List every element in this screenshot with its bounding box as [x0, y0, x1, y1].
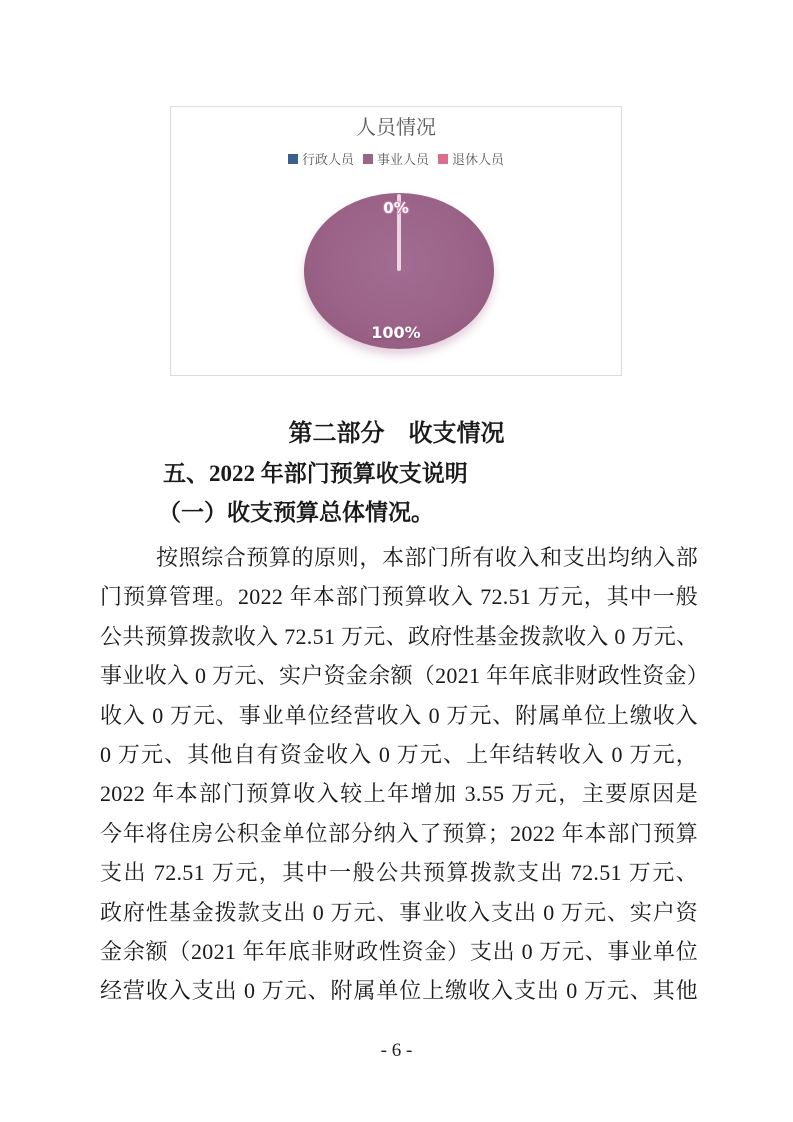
pie-data-label-100pct: 100% — [371, 323, 421, 342]
legend-swatch-retired-icon — [438, 154, 448, 164]
paragraph-line: 0 万元、其他自有资金收入 0 万元、上年结转收入 0 万元， — [100, 741, 698, 767]
paragraph-line: 门预算管理。2022 年本部门预算收入 72.51 万元，其中一般 — [100, 584, 698, 610]
chart-title: 人员情况 — [356, 115, 436, 139]
paragraph-line: 今年将住房公积金单位部分纳入了预算；2022 年本部门预算 — [100, 820, 698, 846]
legend-item-admin — [288, 149, 354, 168]
legend-item-retired — [438, 149, 504, 168]
section-heading: 五、2022 年部门预算收支说明 — [163, 461, 468, 486]
paragraph-line: 公共预算拨款收入 72.51 万元、政府性基金拨款收入 0 万元、 — [100, 623, 699, 649]
paragraph-line: 2022 年本部门预算收入较上年增加 3.55 万元，主要原因是 — [100, 781, 698, 807]
legend-swatch-career-icon — [363, 154, 373, 164]
paragraph-line: 事业收入 0 万元、实户资金余额（2021 年年底非财政性资金） — [100, 663, 710, 689]
paragraph-line: 政府性基金拨款支出 0 万元、事业收入支出 0 万元、实户资 — [100, 899, 698, 925]
paragraph-line: 按照综合预算的原则，本部门所有收入和支出均纳入部 — [156, 545, 698, 570]
page-number: - 6 - — [380, 1040, 413, 1061]
subsection-heading: （一）收支预算总体情况。 — [158, 500, 434, 525]
legend-label-admin: 行政人员 — [301, 153, 354, 168]
chart-legend — [171, 149, 621, 168]
legend-label-retired: 退休人员 — [452, 153, 505, 168]
part-heading: 第二部分 收支情况 — [288, 421, 505, 447]
paragraph-line: 金余额（2021 年年底非财政性资金）支出 0 万元、事业单位 — [100, 938, 698, 964]
legend-swatch-admin-icon — [288, 154, 298, 164]
personnel-pie-chart — [170, 106, 622, 376]
pie-data-label-0pct: 0% — [383, 199, 409, 217]
paragraph-line: 经营收入支出 0 万元、附属单位上缴收入支出 0 万元、其他 — [100, 978, 698, 1004]
legend-label-career: 事业人员 — [376, 153, 429, 168]
paragraph-line: 收入 0 万元、事业单位经营收入 0 万元、附属单位上缴收入 — [100, 702, 698, 728]
legend-item-career — [363, 149, 429, 168]
paragraph-line: 支出 72.51 万元，其中一般公共预算拨款支出 72.51 万元、 — [100, 860, 698, 886]
body-paragraph — [100, 538, 710, 1011]
